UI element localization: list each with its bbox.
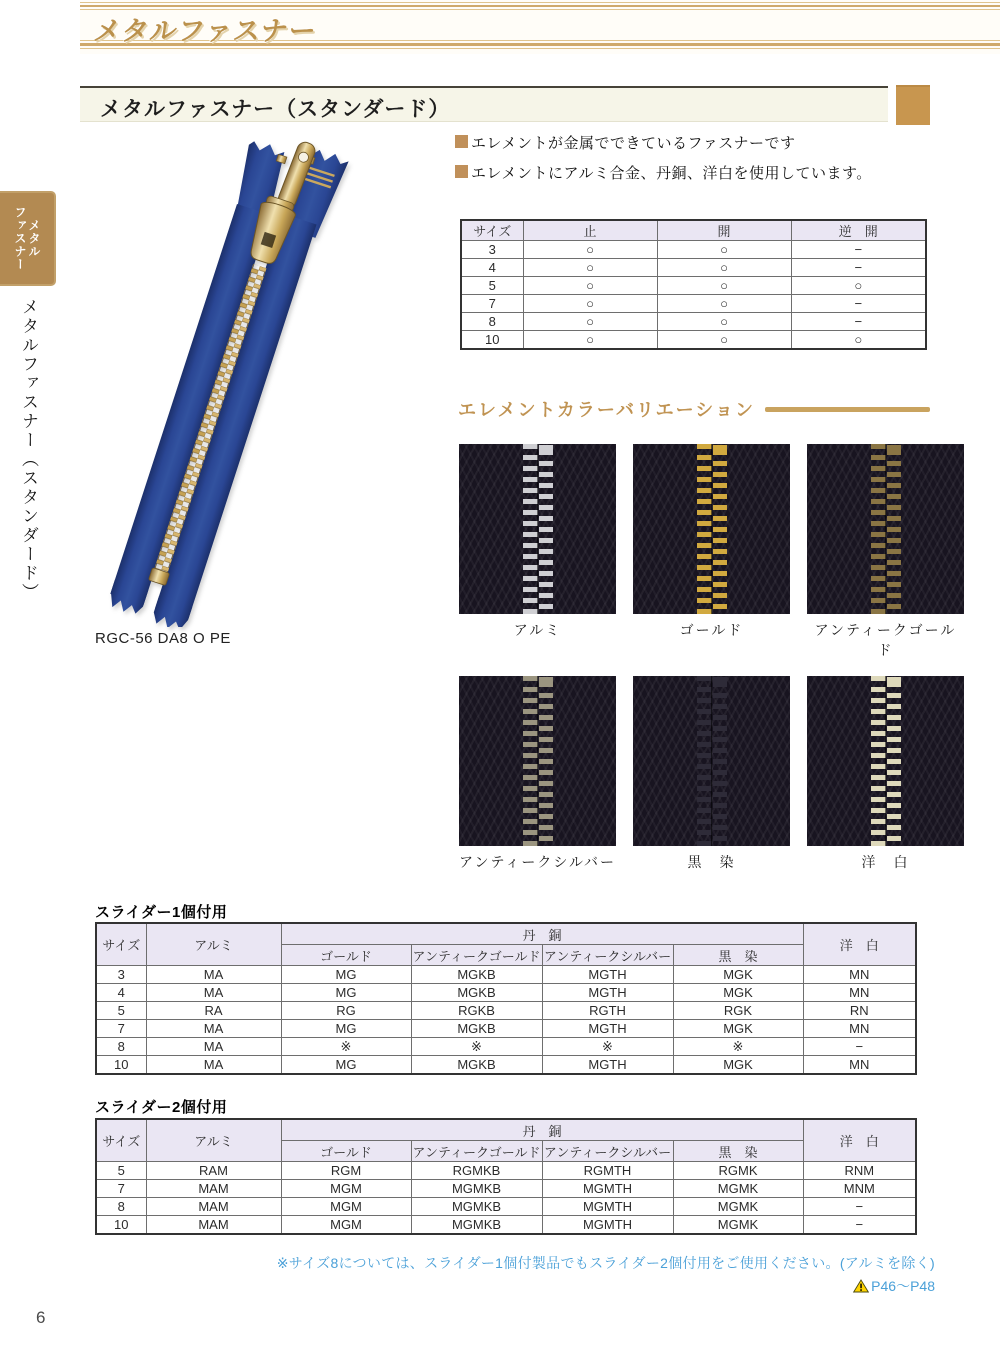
zipper-teeth-strip — [871, 676, 901, 846]
footnote-text: ※サイズ8については、スライダー1個付製品でもスライダー2個付用をご使用ください。(アルミを除く) — [276, 1255, 935, 1271]
table-cell: MGMKB — [411, 1198, 542, 1216]
table-cell: ○ — [657, 331, 791, 350]
table-cell: MAM — [146, 1180, 281, 1198]
table-cell: 4 — [96, 984, 146, 1002]
size-table-row — [461, 277, 926, 295]
table-cell: MG — [281, 1020, 411, 1038]
table-cell: MGTH — [542, 984, 673, 1002]
col-header-size: サイズ — [96, 1119, 146, 1162]
swatch-label: 黒 染 — [687, 854, 736, 870]
swatch-cell — [459, 444, 616, 646]
col-header-aluminum: アルミ — [146, 923, 281, 966]
table-cell: ○ — [523, 241, 657, 259]
bullet-line — [455, 132, 945, 153]
sidebar-vertical-title: メタルファスナー（スタンダード） — [19, 298, 38, 602]
table-cell: MGTH — [542, 966, 673, 984]
bullet-line — [455, 162, 945, 183]
header-stripe — [80, 2, 1000, 3]
swatch-cell — [807, 676, 964, 878]
header-stripe — [80, 48, 1000, 49]
table-cell: MA — [146, 1056, 281, 1075]
swatch-cell — [459, 676, 616, 878]
col-header-copper-group: 丹 銅 — [281, 923, 803, 945]
sidebar-tab-label — [13, 206, 41, 271]
table-cell: 5 — [96, 1162, 146, 1180]
zipper-swatch-image — [633, 444, 790, 614]
bullet-text: エレメントが金属でできているファスナーです — [471, 135, 796, 152]
table-cell: MGTH — [542, 1056, 673, 1075]
col-header-open: 開 — [657, 220, 791, 241]
table-cell: 7 — [461, 295, 523, 313]
table-cell: MGTH — [542, 1020, 673, 1038]
bullet-text: エレメントにアルミ合金、丹銅、洋白を使用しています。 — [471, 165, 872, 182]
size-table-header-row — [461, 220, 926, 241]
table-cell: MGKB — [411, 1020, 542, 1038]
swatch-label: アンティークシルバー — [459, 854, 616, 870]
table-cell: ※ — [673, 1038, 803, 1056]
table-cell: 8 — [461, 313, 523, 331]
size-type-table — [460, 219, 927, 350]
col-header-copper-group: 丹 銅 — [281, 1119, 803, 1141]
table-cell: MGMKB — [411, 1216, 542, 1235]
table-cell: MAM — [146, 1216, 281, 1235]
col-header-closed: 止 — [523, 220, 657, 241]
slider-table-2-title: スライダー2個付用 — [95, 1099, 228, 1116]
page-number: 6 — [36, 1308, 46, 1327]
swatch-label: ゴールド — [679, 622, 744, 638]
table-cell: MGMK — [673, 1180, 803, 1198]
table-cell: RG — [281, 1002, 411, 1020]
table-cell: RGK — [673, 1002, 803, 1020]
slider-table-row — [96, 1020, 916, 1038]
table-cell: MN — [803, 1020, 916, 1038]
table-cell: ○ — [523, 259, 657, 277]
col-header-size: サイズ — [461, 220, 523, 241]
table-cell: ※ — [281, 1038, 411, 1056]
table-cell: 7 — [96, 1020, 146, 1038]
table-cell: RAM — [146, 1162, 281, 1180]
col-header-aluminum: アルミ — [146, 1119, 281, 1162]
zipper-swatch-image — [807, 676, 964, 846]
table-cell: 3 — [461, 241, 523, 259]
bullet-square-icon — [455, 165, 468, 178]
table-cell: MA — [146, 1020, 281, 1038]
slider-table-header-row — [96, 923, 916, 945]
slider-table-body — [96, 1162, 916, 1235]
size-table-row — [461, 313, 926, 331]
table-cell: MGK — [673, 1056, 803, 1075]
table-cell: RGTH — [542, 1002, 673, 1020]
table-cell: MNM — [803, 1180, 916, 1198]
table-cell: MA — [146, 984, 281, 1002]
table-cell: MGMTH — [542, 1198, 673, 1216]
zipper-teeth-strip — [523, 676, 553, 846]
table-cell: MGKB — [411, 984, 542, 1002]
col-header-antique-gold: アンティークゴールド — [411, 1141, 542, 1162]
table-cell: RGMK — [673, 1162, 803, 1180]
table-cell: MGMK — [673, 1216, 803, 1235]
table-cell: MN — [803, 966, 916, 984]
col-header-antique-gold: アンティークゴールド — [411, 945, 542, 966]
table-cell: ○ — [657, 277, 791, 295]
intro-bullets — [455, 132, 945, 192]
slider-table-row — [96, 1002, 916, 1020]
zipper-swatch-image — [807, 444, 964, 614]
size-table-row — [461, 331, 926, 350]
table-cell: MG — [281, 966, 411, 984]
size-table-row — [461, 241, 926, 259]
swatch-label: 洋 白 — [861, 854, 910, 870]
slider-table-2 — [95, 1118, 917, 1235]
table-cell: − — [791, 313, 926, 331]
col-header-gold: ゴールド — [281, 1141, 411, 1162]
table-cell: MGK — [673, 1020, 803, 1038]
table-cell: 10 — [461, 331, 523, 350]
table-cell: RGMTH — [542, 1162, 673, 1180]
table-cell: MGMK — [673, 1198, 803, 1216]
table-cell: ○ — [657, 259, 791, 277]
slider-table-row — [96, 1056, 916, 1075]
table-cell: MGMKB — [411, 1180, 542, 1198]
table-cell: 8 — [96, 1198, 146, 1216]
table-cell: ○ — [791, 331, 926, 350]
bullet-square-icon — [455, 135, 468, 148]
warning-triangle-icon — [853, 1279, 869, 1293]
sidebar-tab-line: メタル — [27, 219, 41, 258]
footnote-page-ref-line — [240, 1276, 935, 1296]
table-cell: − — [803, 1038, 916, 1056]
slider-table-1 — [95, 922, 917, 1075]
table-cell: 4 — [461, 259, 523, 277]
table-cell: 10 — [96, 1216, 146, 1235]
swatch-cell — [633, 444, 790, 646]
table-cell: 5 — [461, 277, 523, 295]
slider-table-row — [96, 1198, 916, 1216]
table-cell: ○ — [523, 295, 657, 313]
col-header-antique-silver: アンティークシルバー — [542, 1141, 673, 1162]
table-cell: MGM — [281, 1198, 411, 1216]
table-cell: RNM — [803, 1162, 916, 1180]
col-header-antique-silver: アンティークシルバー — [542, 945, 673, 966]
table-cell: 8 — [96, 1038, 146, 1056]
slider-table-row — [96, 966, 916, 984]
zipper-swatch-image — [633, 676, 790, 846]
table-cell: MN — [803, 1056, 916, 1075]
color-variation-title: エレメントカラーバリエーション — [458, 400, 755, 420]
slider-table-1-title: スライダー1個付用 — [95, 904, 228, 921]
table-cell: MGM — [281, 1180, 411, 1198]
swatch-grid — [459, 444, 964, 878]
page-ref: P46～P48 — [871, 1278, 935, 1294]
swatch-label: アンティークゴールド — [814, 622, 957, 658]
table-cell: − — [791, 241, 926, 259]
col-header-black-dyed: 黒 染 — [673, 1141, 803, 1162]
table-cell: MGK — [673, 966, 803, 984]
table-cell: ○ — [657, 241, 791, 259]
slider-table-row — [96, 1180, 916, 1198]
sidebar-tab-line: ファスナー — [13, 206, 27, 271]
table-cell: ○ — [523, 277, 657, 295]
zipper-teeth-strip — [871, 444, 901, 614]
table-cell: MG — [281, 1056, 411, 1075]
product-photo-zipper — [95, 122, 435, 627]
size-table-body — [461, 241, 926, 350]
slider-table-row — [96, 984, 916, 1002]
table-cell: RA — [146, 1002, 281, 1020]
table-cell: − — [803, 1216, 916, 1235]
table-cell: 7 — [96, 1180, 146, 1198]
zipper-teeth-strip — [523, 444, 553, 614]
slider-table-header-row — [96, 1119, 916, 1141]
table-cell: MN — [803, 984, 916, 1002]
table-cell: MAM — [146, 1198, 281, 1216]
swatch-cell — [633, 676, 790, 878]
table-cell: − — [791, 295, 926, 313]
heading-rule — [765, 407, 930, 412]
col-header-size: サイズ — [96, 923, 146, 966]
zipper-teeth-strip — [697, 444, 727, 614]
table-cell: MA — [146, 1038, 281, 1056]
zipper-swatch-image — [459, 444, 616, 614]
sidebar-category-tab — [0, 191, 56, 286]
page-header-logo: メタルファスナー — [91, 16, 319, 46]
table-cell: ○ — [657, 295, 791, 313]
col-header-reverse-open: 逆 開 — [791, 220, 926, 241]
section-title-bar — [80, 86, 888, 122]
table-cell: ○ — [523, 331, 657, 350]
table-cell: RGKB — [411, 1002, 542, 1020]
table-cell: ○ — [523, 313, 657, 331]
slider-table-row — [96, 1216, 916, 1235]
col-header-gold: ゴールド — [281, 945, 411, 966]
table-cell: MGKB — [411, 1056, 542, 1075]
table-cell: − — [803, 1198, 916, 1216]
table-cell: MGK — [673, 984, 803, 1002]
slider-table-row — [96, 1162, 916, 1180]
swatch-cell — [807, 444, 964, 658]
table-cell: RGMKB — [411, 1162, 542, 1180]
product-code: RGC-56 DA8 O PE — [95, 630, 231, 647]
col-header-black-dyed: 黒 染 — [673, 945, 803, 966]
page-header-band — [80, 0, 1000, 54]
section-accent-square — [896, 85, 930, 125]
table-cell: MGMTH — [542, 1216, 673, 1235]
size-table-row — [461, 295, 926, 313]
table-cell: ※ — [411, 1038, 542, 1056]
table-cell: ○ — [657, 313, 791, 331]
color-variation-heading — [458, 396, 930, 422]
table-cell: MGM — [281, 1216, 411, 1235]
zipper-teeth-strip — [697, 676, 727, 846]
header-stripe — [80, 5, 1000, 7]
table-cell: MGMTH — [542, 1180, 673, 1198]
table-cell: 3 — [96, 966, 146, 984]
table-cell: ○ — [791, 277, 926, 295]
slider-table-row — [96, 1038, 916, 1056]
table-cell: MGKB — [411, 966, 542, 984]
table-cell: MA — [146, 966, 281, 984]
zipper-swatch-image — [459, 676, 616, 846]
table-cell: RGM — [281, 1162, 411, 1180]
table-cell: ※ — [542, 1038, 673, 1056]
table-cell: 5 — [96, 1002, 146, 1020]
table-cell: − — [791, 259, 926, 277]
table-cell: RN — [803, 1002, 916, 1020]
swatch-label: アルミ — [513, 622, 562, 638]
table-cell: 10 — [96, 1056, 146, 1075]
size-table-row — [461, 259, 926, 277]
col-header-nickel-silver: 洋 白 — [803, 923, 916, 966]
slider-table-body — [96, 966, 916, 1075]
table-cell: MG — [281, 984, 411, 1002]
section-title: メタルファスナー（スタンダード） — [100, 98, 451, 121]
col-header-nickel-silver: 洋 白 — [803, 1119, 916, 1162]
